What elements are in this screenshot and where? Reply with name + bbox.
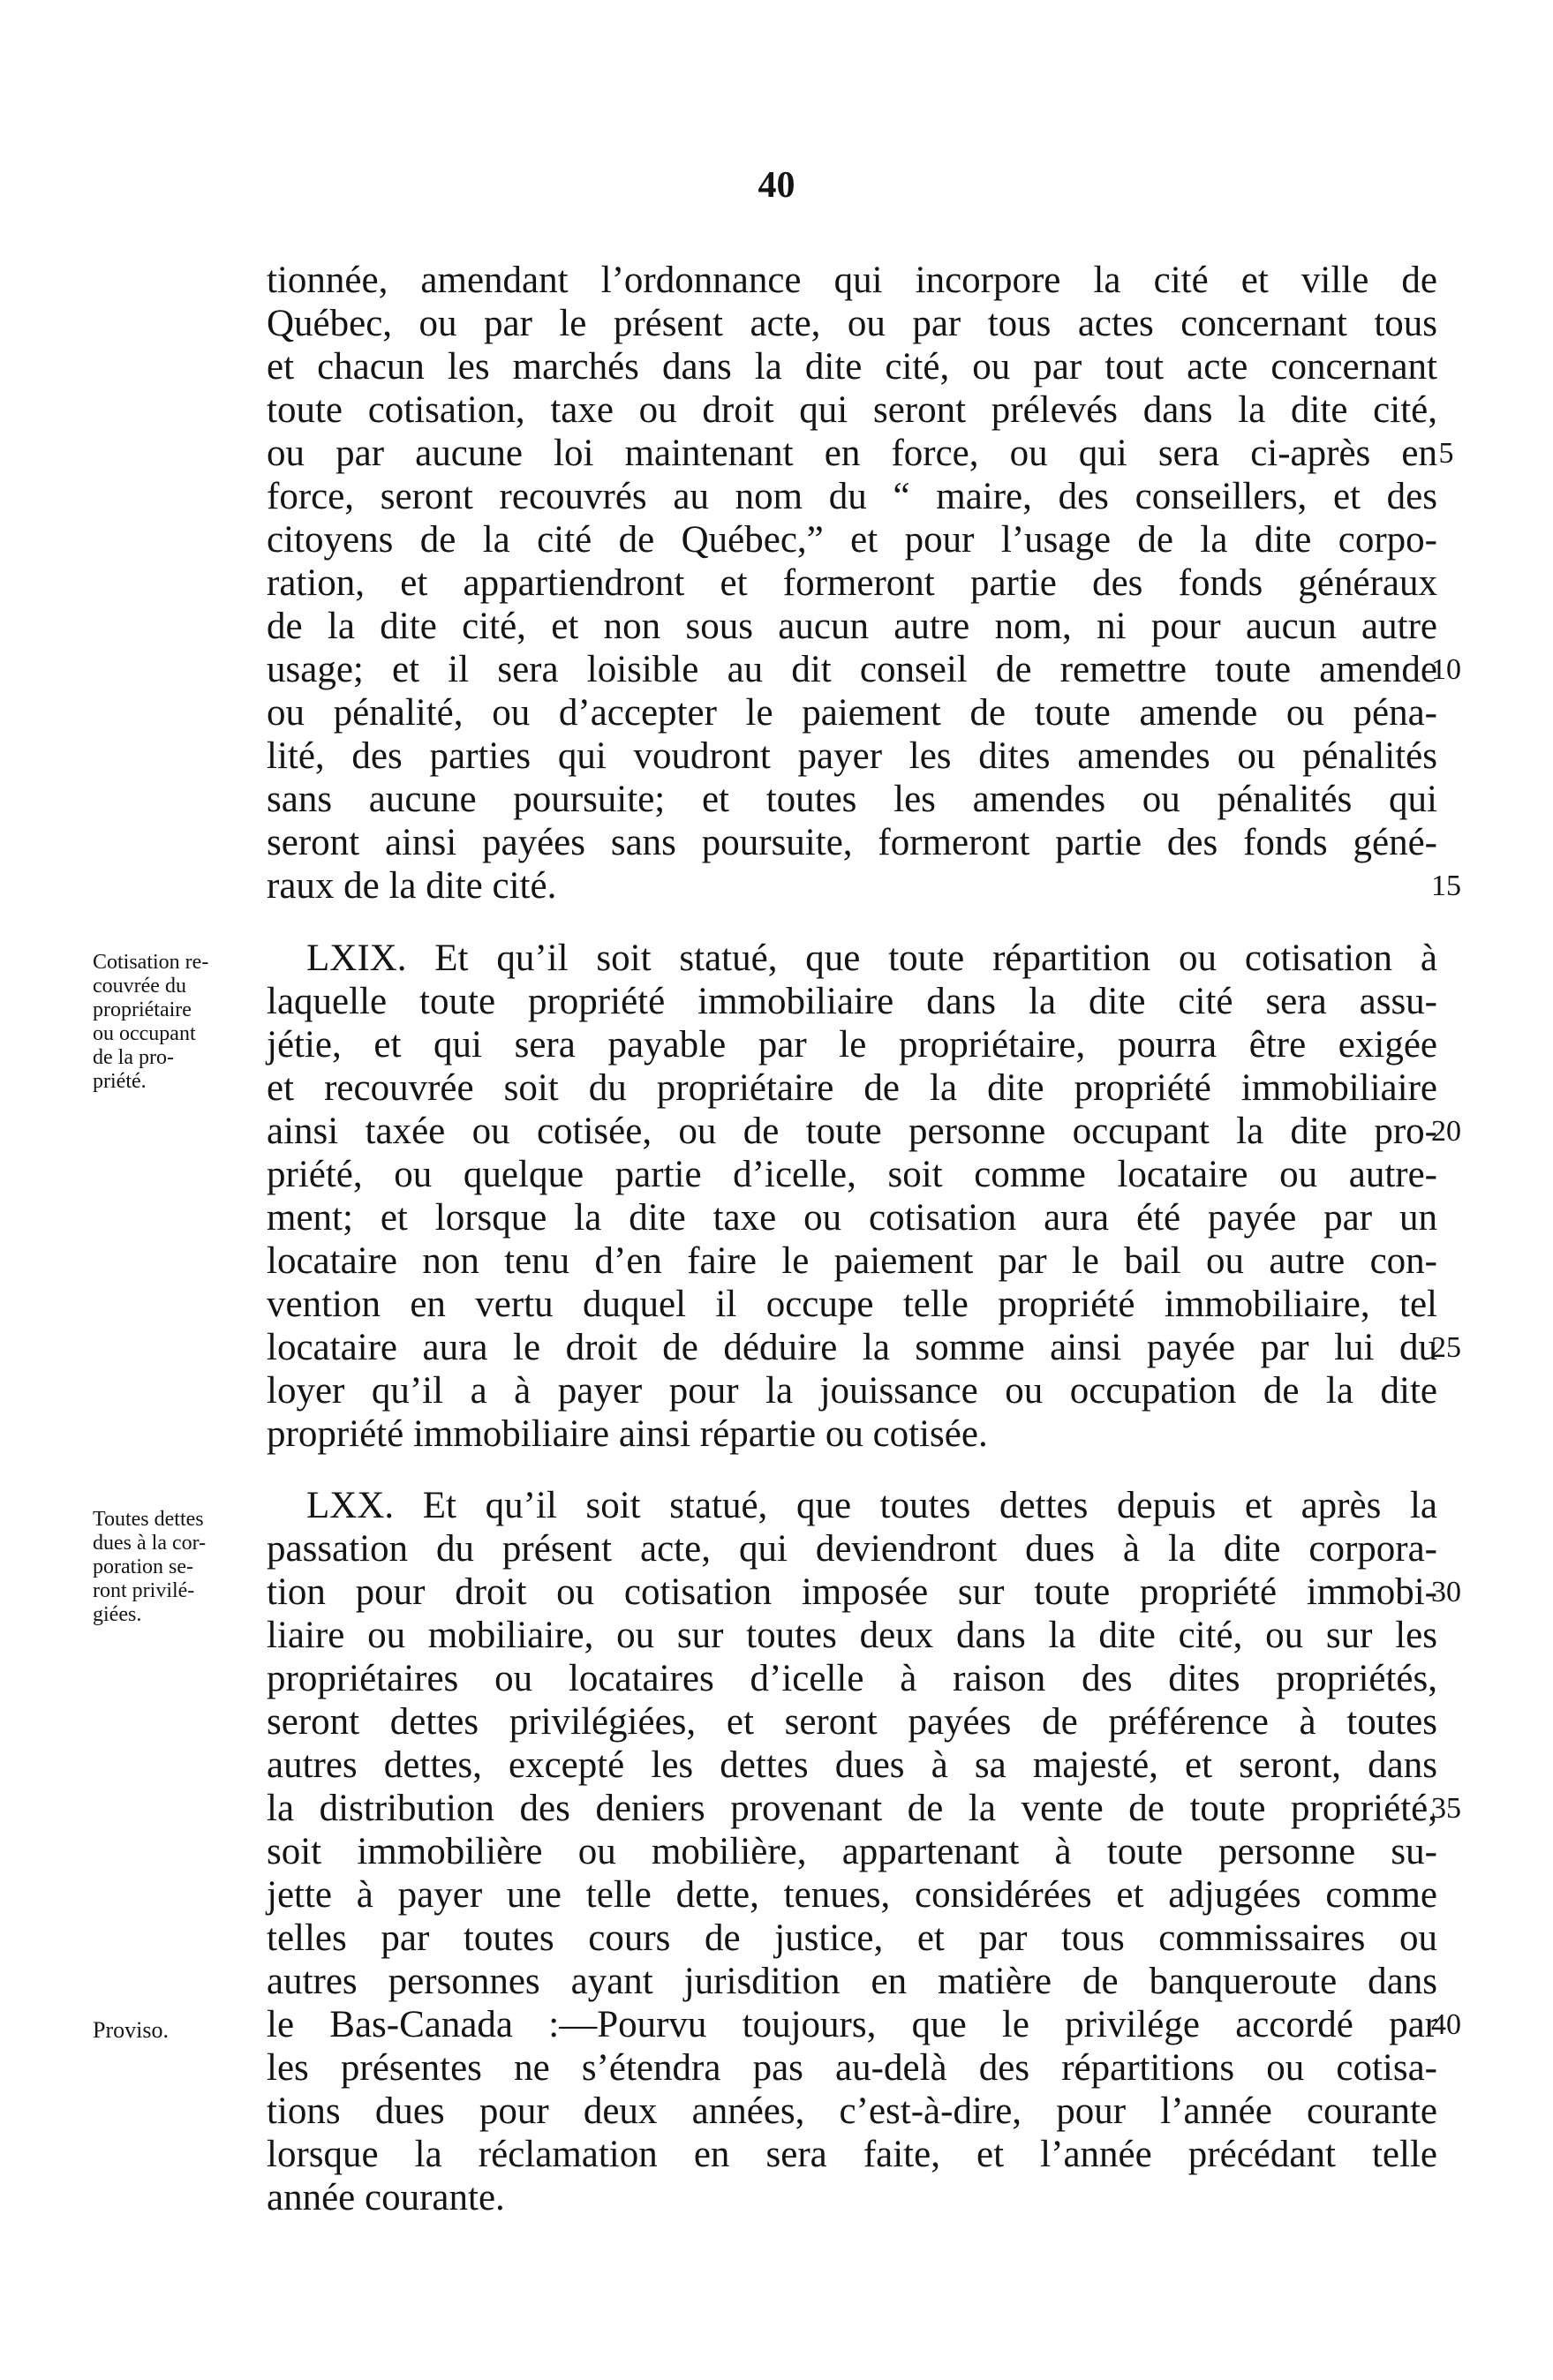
margin-note <box>93 951 260 1094</box>
margin-note-line: dues à la cor- <box>93 1532 207 1555</box>
text-line: ration, et appartiendront et formeront partie des fonds généraux <box>267 562 1437 604</box>
text-line: tions dues pour deux années, c’est-à-dire, pour l’année courante <box>267 2090 1437 2132</box>
text-line: citoyens de la cité de Québec,” et pour l’usage de la dite corpo- <box>267 519 1437 561</box>
text-line: locataire non tenu d’en faire le paiement par le bail ou autre con- <box>267 1240 1437 1282</box>
text-line: lité, des parties qui voudront payer les dites amendes ou pénalités <box>267 735 1437 777</box>
text-line: et chacun les marchés dans la dite cité, ou par tout acte concernant <box>267 346 1437 388</box>
text-line: la distribution des deniers provenant de la vente de toute propriété, <box>267 1788 1437 1829</box>
text-line: priété, ou quelque partie d’icelle, soit comme locataire ou autre- <box>267 1154 1437 1195</box>
line-number: 20 <box>1431 1115 1461 1148</box>
margin-note-proviso <box>93 2018 260 2042</box>
text-line: raux de la dite cité. <box>267 865 557 907</box>
text-line: ment; et lorsque la dite taxe ou cotisation aura été payée par un <box>267 1197 1437 1239</box>
text-line: ainsi taxée ou cotisée, ou de toute personne occupant la dite pro- <box>267 1111 1437 1152</box>
text-line: laquelle toute propriété immobiliaire dans la dite cité sera assu- <box>267 981 1437 1022</box>
text-line: lorsque la réclamation en sera faite, et l’année précédant telle <box>267 2134 1437 2175</box>
text-line: Québec, ou par le présent acte, ou par tous actes concernant tous <box>267 303 1437 344</box>
text-line: propriétaires ou locataires d’icelle à raison des dites propriétés, <box>267 1658 1437 1699</box>
page-number: 40 <box>758 165 795 206</box>
text-line: autres personnes ayant jurisdition en matière de banqueroute dans <box>267 1961 1437 2002</box>
text-line: le Bas-Canada :—Pourvu toujours, que le privilége accordé par <box>267 2004 1437 2045</box>
text-line: seront dettes privilégiées, et seront payées de préférence à toutes <box>267 1701 1437 1743</box>
text-line: soit immobilière ou mobilière, appartenant à toute personne su- <box>267 1831 1437 1872</box>
margin-note-line: priété. <box>93 1070 147 1093</box>
text-line: loyer qu’il a à payer pour la jouissance ou occupation de la dite <box>267 1370 1437 1412</box>
margin-note-line: Cotisation re- <box>93 951 209 974</box>
text-line: telles par toutes cours de justice, et par tous commissaires ou <box>267 1917 1437 1959</box>
text-line: ou pénalité, ou d’accepter le paiement de toute amende ou péna- <box>267 692 1437 734</box>
text-line: usage; et il sera loisible au dit conseil de remettre toute amende <box>267 649 1437 690</box>
line-number: 35 <box>1431 1792 1461 1825</box>
text-line: tionnée, amendant l’ordonnance qui incorpore la cité et ville de <box>267 260 1437 301</box>
text-line: les présentes ne s’étendra pas au-delà des répartitions ou cotisa- <box>267 2047 1437 2089</box>
line-number: 10 <box>1431 653 1461 686</box>
text-line: LXX. Et qu’il soit statué, que toutes dettes depuis et après la <box>306 1485 1437 1526</box>
text-line: passation du présent acte, qui deviendront dues à la dite corpora- <box>267 1528 1437 1570</box>
line-number: 15 <box>1431 870 1461 902</box>
margin-note-line: couvrée du <box>93 975 186 998</box>
text-line: liaire ou mobiliaire, ou sur toutes deux dans la dite cité, ou sur les <box>267 1615 1437 1656</box>
text-line: année courante. <box>267 2177 505 2218</box>
line-number: 30 <box>1431 1576 1461 1608</box>
text-line: ou par aucune loi maintenant en force, ou qui sera ci-après en <box>267 433 1437 474</box>
text-line: tion pour droit ou cotisation imposée sur toute propriété immobi- <box>267 1571 1437 1613</box>
margin-note <box>93 1508 260 1627</box>
margin-note-line: propriétaire <box>93 998 192 1021</box>
text-line: vention en vertu duquel il occupe telle propriété immobiliaire, tel <box>267 1284 1437 1325</box>
line-number: 5 <box>1438 437 1454 470</box>
text-line: autres dettes, excepté les dettes dues à sa majesté, et seront, dans <box>267 1744 1437 1786</box>
text-line: jétie, et qui sera payable par le propriétaire, pourra être exigée <box>267 1024 1437 1066</box>
margin-note-line: ou occupant <box>93 1022 196 1045</box>
margin-note-line: Toutes dettes <box>93 1508 204 1531</box>
text-line: LXIX. Et qu’il soit statué, que toute répartition ou cotisation à <box>306 938 1437 979</box>
text-line: sans aucune poursuite; et toutes les amendes ou pénalités qui <box>267 779 1437 820</box>
text-line: propriété immobiliaire ainsi répartie ou cotisée. <box>267 1413 988 1455</box>
text-line: jette à payer une telle dette, tenues, considérées et adjugées comme <box>267 1874 1437 1916</box>
text-line: toute cotisation, taxe ou droit qui seront prélevés dans la dite cité, <box>267 389 1437 431</box>
text-line: et recouvrée soit du propriétaire de la dite propriété immobiliaire <box>267 1067 1437 1109</box>
margin-note-line: ront privilé- <box>93 1579 195 1602</box>
margin-note-line: Proviso. <box>93 2017 169 2043</box>
text-line: seront ainsi payées sans poursuite, formeront partie des fonds géné- <box>267 822 1437 863</box>
margin-note-line: poration se- <box>93 1555 193 1578</box>
line-number: 25 <box>1431 1331 1461 1364</box>
margin-note-line: giées. <box>93 1603 142 1626</box>
text-line: locataire aura le droit de déduire la somme ainsi payée par lui du <box>267 1327 1437 1368</box>
text-line: de la dite cité, et non sous aucun autre nom, ni pour aucun autre <box>267 606 1437 647</box>
text-line: force, seront recouvrés au nom du “ maire, des conseillers, et des <box>267 476 1437 517</box>
line-number: 40 <box>1431 2008 1461 2041</box>
margin-note-line: de la pro- <box>93 1046 174 1069</box>
